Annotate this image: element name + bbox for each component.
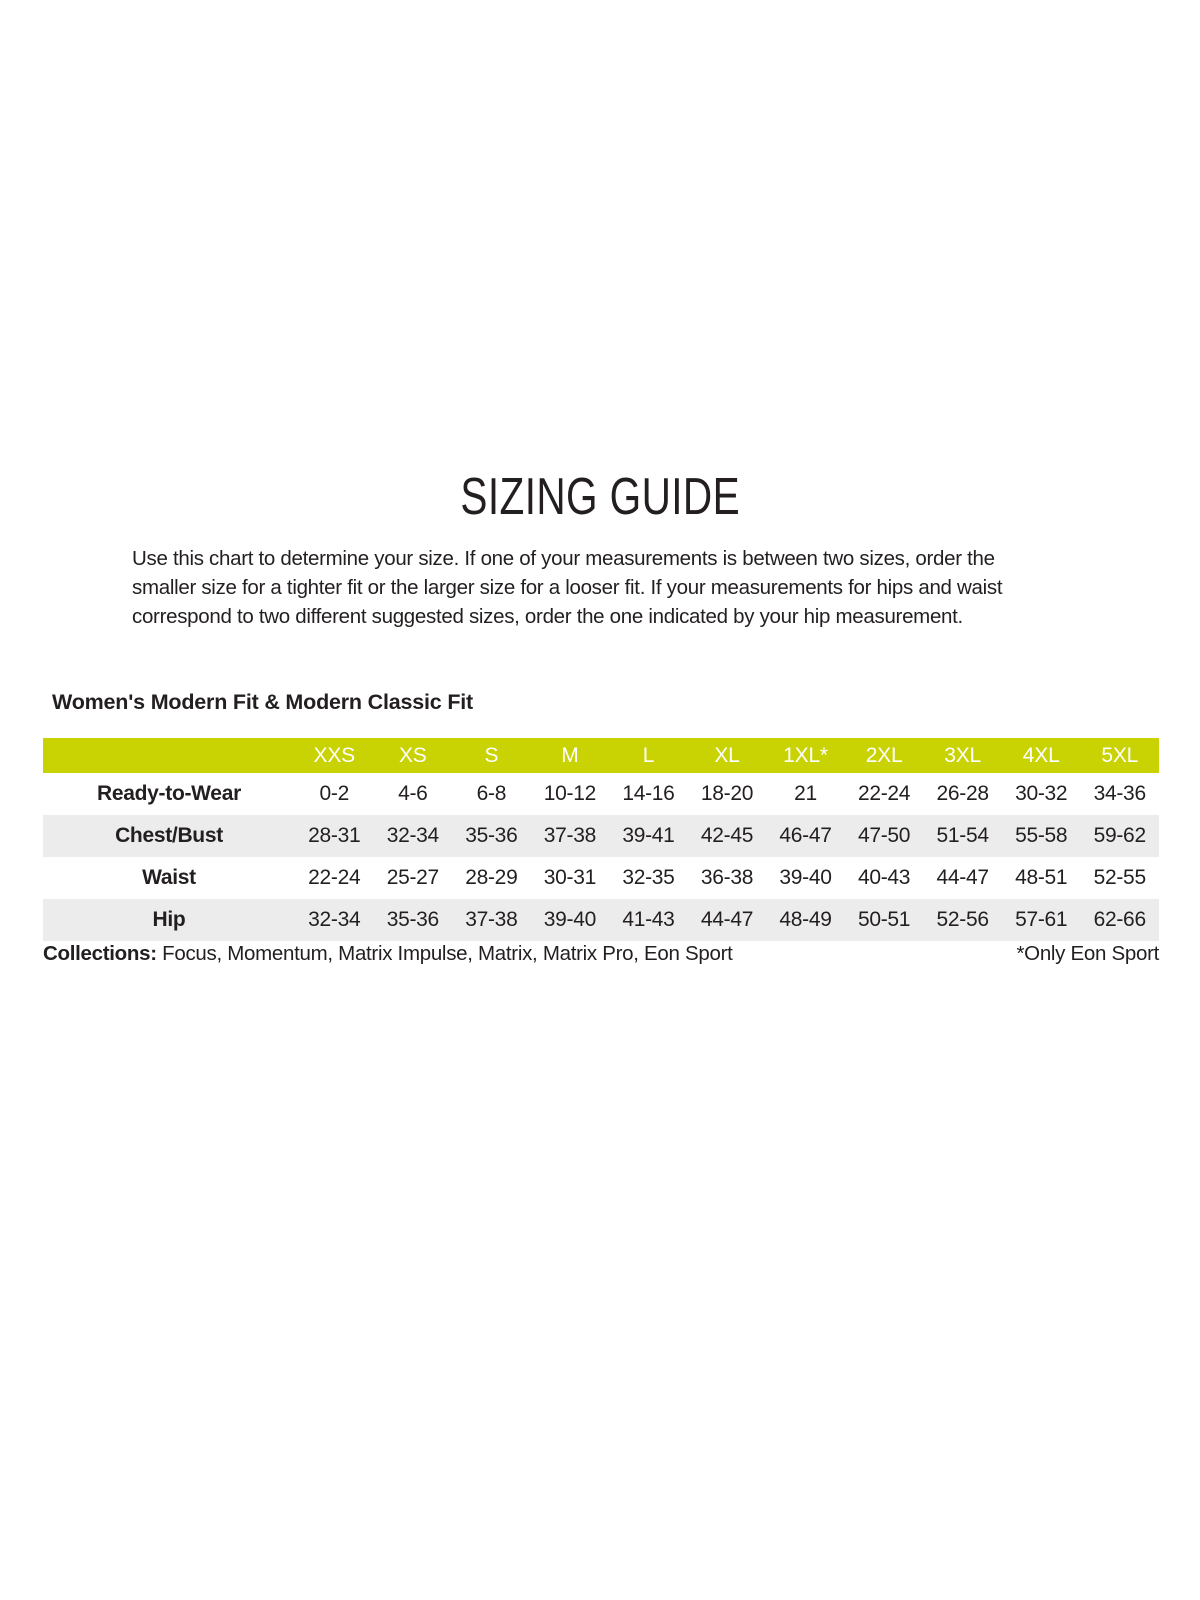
table-row: [43, 773, 1159, 815]
table-row: [43, 815, 1159, 857]
size-column-header: XS: [398, 743, 427, 767]
size-value-cell: 28-31: [308, 824, 361, 847]
size-value-cell: 32-34: [386, 824, 439, 847]
size-column-header: 4XL: [1022, 743, 1060, 767]
size-value-cell: 35-36: [386, 908, 439, 931]
size-chart-table: [43, 738, 1159, 941]
page-title: [0, 469, 1200, 525]
page-title-text: SIZING GUIDE: [460, 468, 740, 526]
size-value-cell: 18-20: [700, 782, 754, 805]
size-value-cell: 44-47: [936, 866, 989, 889]
size-chart-body: [43, 773, 1159, 941]
row-label: Chest/Bust: [115, 824, 223, 847]
size-value-cell: 52-56: [936, 908, 989, 931]
size-column-header: 1XL*: [783, 743, 828, 767]
size-value-cell: 57-61: [1015, 908, 1068, 931]
size-value-cell: 14-16: [622, 782, 675, 805]
collections-list: Focus, Momentum, Matrix Impulse, Matrix, Matrix Pro, Eon Sport: [162, 942, 733, 965]
size-value-cell: 39-41: [622, 824, 675, 847]
size-value-cell: 47-50: [857, 824, 911, 847]
size-value-cell: 48-49: [779, 908, 832, 931]
size-value-cell: 6-8: [476, 782, 507, 805]
size-value-cell: 0-2: [319, 782, 349, 805]
size-column-header: XL: [714, 743, 740, 767]
size-value-cell: 37-38: [543, 824, 596, 847]
size-value-cell: 40-43: [857, 866, 911, 889]
size-value-cell: 51-54: [936, 824, 989, 847]
size-value-cell: 39-40: [779, 866, 832, 889]
row-label: Ready-to-Wear: [97, 782, 241, 805]
size-value-cell: 48-51: [1015, 866, 1068, 889]
table-row: [43, 857, 1159, 899]
size-column-header: XXS: [313, 743, 355, 767]
size-chart-section-title: Women's Modern Fit & Modern Classic Fit: [52, 690, 473, 714]
size-value-cell: 22-24: [308, 866, 361, 889]
footnote: *Only Eon Sport: [1016, 942, 1159, 965]
table-row: [43, 899, 1159, 941]
collections-line: [43, 941, 733, 967]
size-value-cell: 35-36: [465, 824, 518, 847]
size-value-cell: 32-34: [308, 908, 361, 931]
size-value-cell: 59-62: [1093, 824, 1146, 847]
size-column-header: 5XL: [1101, 743, 1139, 767]
size-value-cell: 28-29: [465, 866, 518, 889]
size-value-cell: 22-24: [857, 782, 911, 805]
size-value-cell: 30-32: [1015, 782, 1068, 805]
size-value-cell: 52-55: [1093, 866, 1146, 889]
size-chart-header-row: [43, 738, 1159, 773]
size-column-header: L: [642, 743, 655, 767]
size-value-cell: 42-45: [700, 824, 754, 847]
size-value-cell: 46-47: [779, 824, 832, 847]
collections-footer: [43, 941, 1159, 967]
size-value-cell: 36-38: [700, 866, 754, 889]
size-value-cell: 30-31: [543, 866, 596, 889]
size-value-cell: 10-12: [543, 782, 596, 805]
size-value-cell: 39-40: [543, 908, 596, 931]
size-value-cell: 21: [794, 782, 817, 805]
size-value-cell: 25-27: [386, 866, 439, 889]
row-label: Waist: [142, 866, 196, 889]
size-value-cell: 37-38: [465, 908, 518, 931]
size-value-cell: 26-28: [936, 782, 989, 805]
size-value-cell: 50-51: [857, 908, 911, 931]
size-column-header: 2XL: [865, 743, 903, 767]
size-value-cell: 44-47: [700, 908, 754, 931]
size-column-header: S: [484, 743, 499, 767]
size-value-cell: 41-43: [622, 908, 675, 931]
collections-label: Collections:: [43, 942, 157, 965]
size-column-header: 3XL: [944, 743, 982, 767]
size-value-cell: 55-58: [1015, 824, 1068, 847]
intro-paragraph: Use this chart to determine your size. If one of your measurements is between two sizes, order the smaller size for a tighter fit or the larger size for a looser fit. If your measurements for hips and waist correspond to two different suggested sizes, order the one indicated by your hip measurement.: [132, 547, 1003, 628]
size-value-cell: 4-6: [398, 782, 428, 805]
size-value-cell: 34-36: [1093, 782, 1146, 805]
row-label: Hip: [152, 908, 186, 931]
size-value-cell: 32-35: [622, 866, 675, 889]
size-value-cell: 62-66: [1093, 908, 1146, 931]
size-column-header: M: [561, 743, 579, 767]
